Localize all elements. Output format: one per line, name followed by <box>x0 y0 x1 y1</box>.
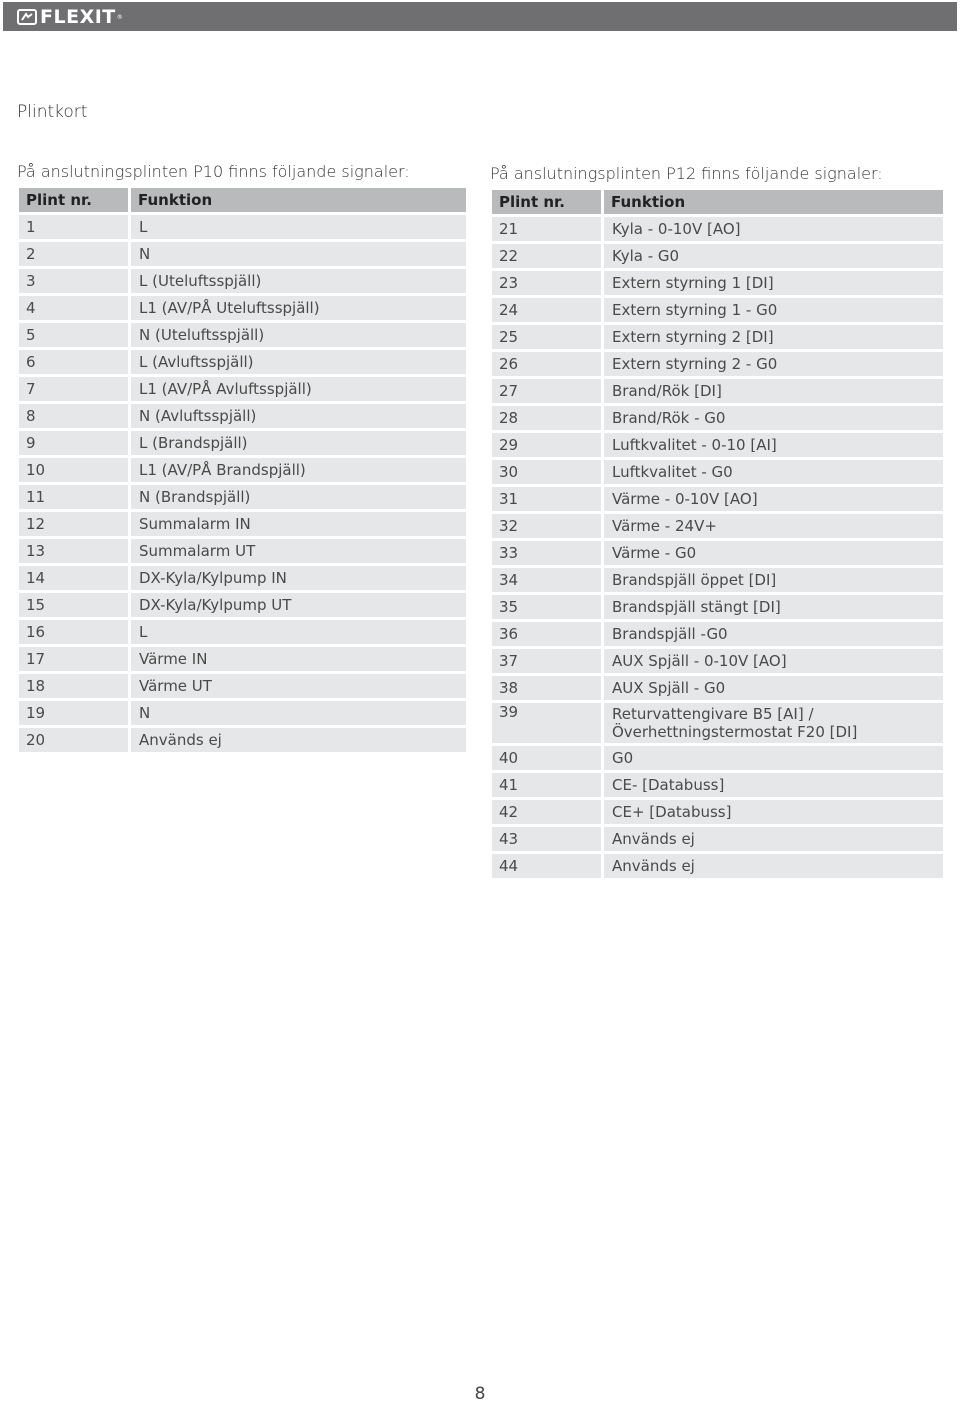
plint-function-line: Överhettningstermostat F20 [DI] <box>612 723 858 741</box>
plint-function: Värme - 24V+ <box>604 514 943 541</box>
table-row <box>492 676 943 703</box>
table-row <box>19 323 466 350</box>
plint-number: 15 <box>19 593 131 620</box>
plint-number: 23 <box>492 271 604 298</box>
table-row <box>19 728 466 755</box>
plint-number: 6 <box>19 350 131 377</box>
registered-mark-icon: ® <box>116 13 123 21</box>
plint-number: 21 <box>492 217 604 244</box>
plint-number: 7 <box>19 377 131 404</box>
table-row <box>19 566 466 593</box>
p12-table-body <box>492 217 943 881</box>
section-title: Plintkort <box>17 102 88 122</box>
table-row <box>492 703 943 746</box>
plint-function: L <box>131 215 466 242</box>
plint-function: Används ej <box>604 827 943 854</box>
plint-function: N <box>131 701 466 728</box>
plint-number: 22 <box>492 244 604 271</box>
plint-function: CE- [Databuss] <box>604 773 943 800</box>
column-header-funktion: Funktion <box>131 188 466 215</box>
plint-number: 5 <box>19 323 131 350</box>
plint-function: L1 (AV/PÅ Uteluftsspjäll) <box>131 296 466 323</box>
plint-number: 37 <box>492 649 604 676</box>
plint-function: Summalarm IN <box>131 512 466 539</box>
plint-function: Brandspjäll -G0 <box>604 622 943 649</box>
table-row <box>19 620 466 647</box>
table-row <box>492 649 943 676</box>
table-row <box>19 485 466 512</box>
right-table-caption: På anslutningsplinten P12 finns följande signaler: <box>490 164 883 183</box>
plint-number: 19 <box>19 701 131 728</box>
plint-number: 27 <box>492 379 604 406</box>
plint-function: AUX Spjäll - G0 <box>604 676 943 703</box>
plint-number: 9 <box>19 431 131 458</box>
flexit-logo-icon <box>17 9 37 25</box>
plint-number: 8 <box>19 404 131 431</box>
plint-function: L1 (AV/PÅ Brandspjäll) <box>131 458 466 485</box>
plint-function: L1 (AV/PÅ Avluftsspjäll) <box>131 377 466 404</box>
table-row <box>492 773 943 800</box>
plint-function: Extern styrning 1 [DI] <box>604 271 943 298</box>
table-row <box>492 271 943 298</box>
plint-number: 11 <box>19 485 131 512</box>
plint-function: Värme UT <box>131 674 466 701</box>
plint-number: 32 <box>492 514 604 541</box>
plint-number: 18 <box>19 674 131 701</box>
plint-function: Extern styrning 2 [DI] <box>604 325 943 352</box>
table-header-row <box>19 188 466 215</box>
plint-function: CE+ [Databuss] <box>604 800 943 827</box>
plint-function: Brandspjäll öppet [DI] <box>604 568 943 595</box>
table-row <box>19 512 466 539</box>
plint-function-line: Returvattengivare B5 [AI] / <box>612 705 814 723</box>
p10-signal-table <box>19 188 466 755</box>
table-row <box>19 377 466 404</box>
plint-function: Används ej <box>131 728 466 755</box>
plint-function: Extern styrning 1 - G0 <box>604 298 943 325</box>
plint-number: 13 <box>19 539 131 566</box>
plint-number: 39 <box>492 703 604 746</box>
table-row <box>19 701 466 728</box>
plint-number: 3 <box>19 269 131 296</box>
plint-number: 4 <box>19 296 131 323</box>
plint-number: 38 <box>492 676 604 703</box>
left-table-caption: På anslutningsplinten P10 finns följande signaler: <box>17 162 410 181</box>
plint-function: Värme - 0-10V [AO] <box>604 487 943 514</box>
plint-function: L (Brandspjäll) <box>131 431 466 458</box>
table-row <box>492 352 943 379</box>
table-row <box>492 379 943 406</box>
plint-function <box>604 703 943 746</box>
plint-function: N <box>131 242 466 269</box>
plint-number: 33 <box>492 541 604 568</box>
plint-function: Summalarm UT <box>131 539 466 566</box>
table-row <box>19 458 466 485</box>
plint-number: 43 <box>492 827 604 854</box>
plint-function: L <box>131 620 466 647</box>
plint-function: AUX Spjäll - 0-10V [AO] <box>604 649 943 676</box>
table-row <box>492 298 943 325</box>
plint-function: DX-Kyla/Kylpump UT <box>131 593 466 620</box>
plint-number: 29 <box>492 433 604 460</box>
plint-number: 24 <box>492 298 604 325</box>
table-row <box>492 514 943 541</box>
table-row <box>492 622 943 649</box>
plint-number: 12 <box>19 512 131 539</box>
plint-function: Luftkvalitet - 0-10 [AI] <box>604 433 943 460</box>
plint-number: 41 <box>492 773 604 800</box>
plint-number: 26 <box>492 352 604 379</box>
table-row <box>19 431 466 458</box>
column-header-plint: Plint nr. <box>492 190 604 217</box>
table-row <box>492 406 943 433</box>
table-row <box>19 674 466 701</box>
table-row <box>492 487 943 514</box>
plint-function: Värme - G0 <box>604 541 943 568</box>
table-row <box>19 593 466 620</box>
plint-function: DX-Kyla/Kylpump IN <box>131 566 466 593</box>
column-header-funktion: Funktion <box>604 190 943 217</box>
plint-number: 30 <box>492 460 604 487</box>
table-row <box>19 350 466 377</box>
plint-number: 16 <box>19 620 131 647</box>
page-number: 8 <box>474 1384 486 1404</box>
plint-number: 20 <box>19 728 131 755</box>
table-row <box>492 541 943 568</box>
plint-function: Luftkvalitet - G0 <box>604 460 943 487</box>
plint-number: 2 <box>19 242 131 269</box>
table-row <box>19 215 466 242</box>
brand-name: FLEXIT <box>40 6 116 28</box>
plint-function: Brandspjäll stängt [DI] <box>604 595 943 622</box>
plint-number: 1 <box>19 215 131 242</box>
plint-number: 31 <box>492 487 604 514</box>
plint-function: N (Uteluftsspjäll) <box>131 323 466 350</box>
p12-signal-table <box>492 190 943 881</box>
plint-function: N (Brandspjäll) <box>131 485 466 512</box>
plint-function: L (Uteluftsspjäll) <box>131 269 466 296</box>
brand-logo <box>17 6 123 28</box>
plint-number: 14 <box>19 566 131 593</box>
table-row <box>492 746 943 773</box>
p10-table-body <box>19 215 466 755</box>
plint-number: 25 <box>492 325 604 352</box>
header-bar <box>3 2 957 31</box>
column-header-plint: Plint nr. <box>19 188 131 215</box>
table-row <box>492 460 943 487</box>
table-row <box>19 404 466 431</box>
plint-function: Brand/Rök - G0 <box>604 406 943 433</box>
plint-number: 42 <box>492 800 604 827</box>
plint-number: 35 <box>492 595 604 622</box>
plint-number: 40 <box>492 746 604 773</box>
plint-number: 44 <box>492 854 604 881</box>
table-row <box>19 647 466 674</box>
plint-number: 36 <box>492 622 604 649</box>
table-row <box>492 595 943 622</box>
table-row <box>492 244 943 271</box>
table-row <box>492 568 943 595</box>
table-row <box>492 854 943 881</box>
plint-function: Används ej <box>604 854 943 881</box>
table-row <box>19 296 466 323</box>
plint-function: Kyla - 0-10V [AO] <box>604 217 943 244</box>
table-row <box>492 827 943 854</box>
plint-number: 17 <box>19 647 131 674</box>
plint-function: Värme IN <box>131 647 466 674</box>
plint-function: N (Avluftsspjäll) <box>131 404 466 431</box>
table-row <box>19 242 466 269</box>
plint-function: L (Avluftsspjäll) <box>131 350 466 377</box>
plint-function: Kyla - G0 <box>604 244 943 271</box>
plint-number: 28 <box>492 406 604 433</box>
plint-number: 10 <box>19 458 131 485</box>
table-row <box>19 539 466 566</box>
table-row <box>492 217 943 244</box>
plint-function: Brand/Rök [DI] <box>604 379 943 406</box>
plint-function: Extern styrning 2 - G0 <box>604 352 943 379</box>
plint-function: G0 <box>604 746 943 773</box>
table-row <box>492 433 943 460</box>
table-header-row <box>492 190 943 217</box>
table-row <box>19 269 466 296</box>
table-row <box>492 325 943 352</box>
plint-number: 34 <box>492 568 604 595</box>
table-row <box>492 800 943 827</box>
